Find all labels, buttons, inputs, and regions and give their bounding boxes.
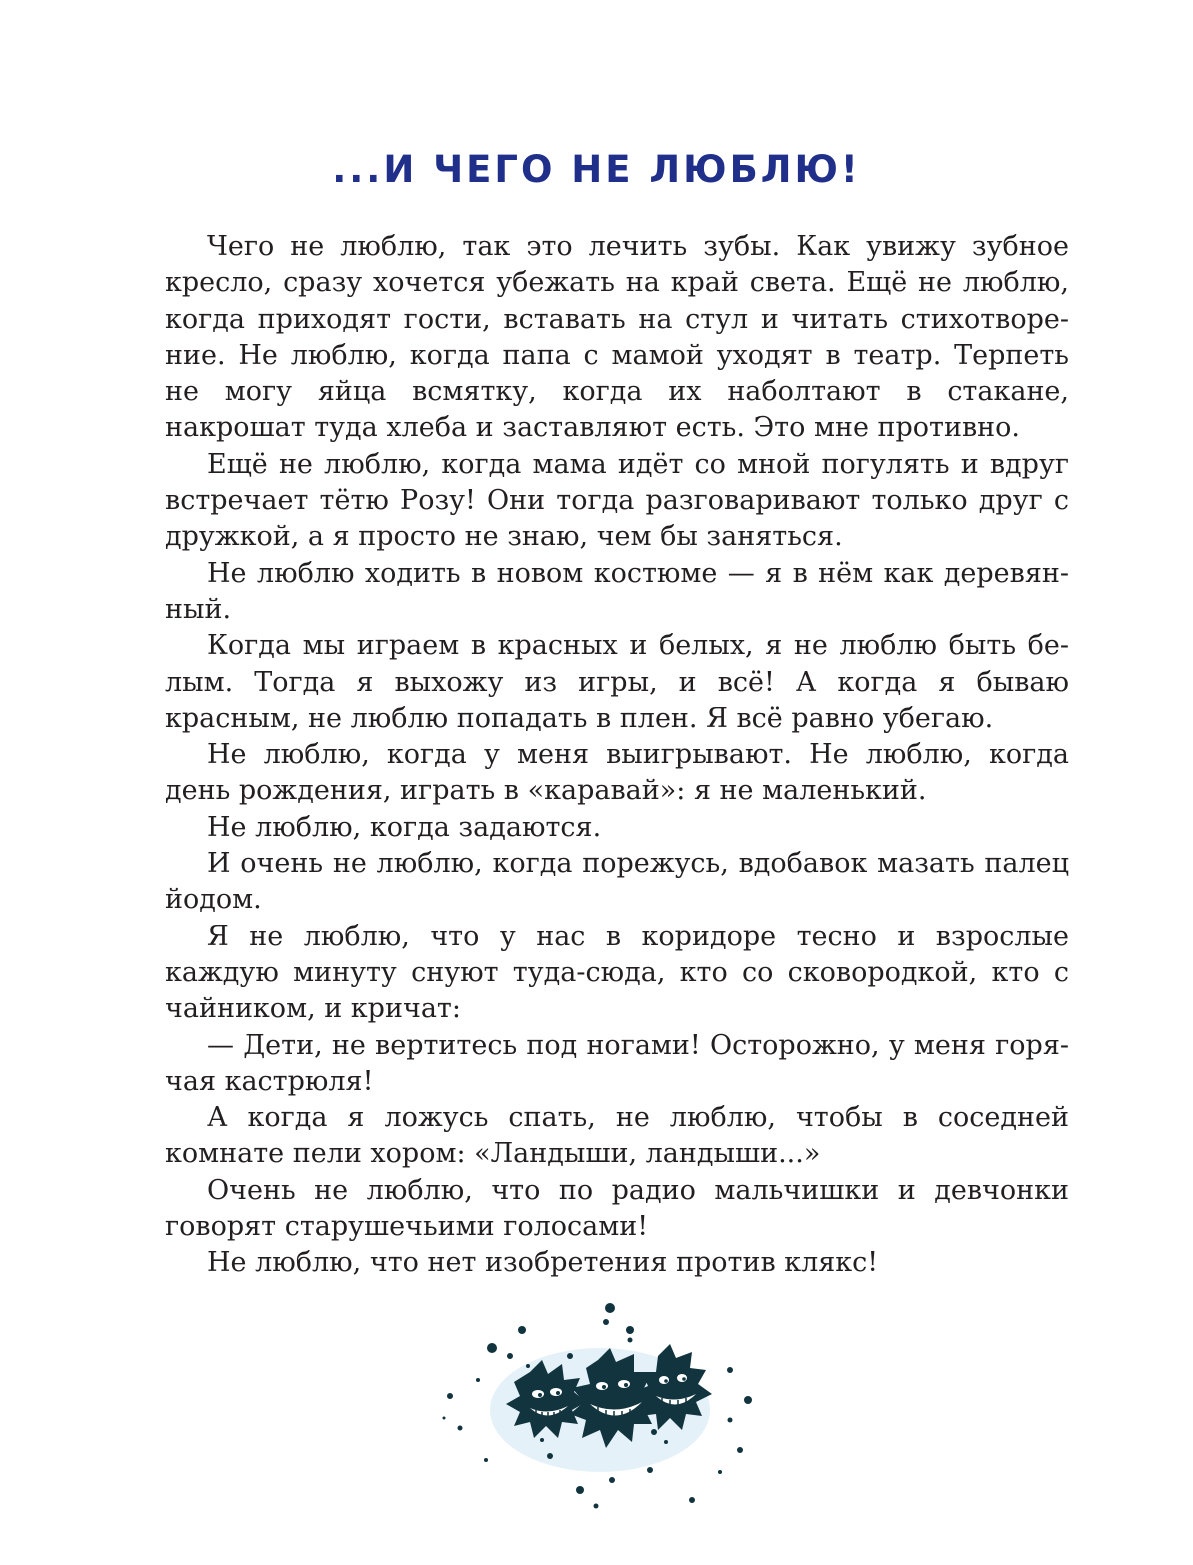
- paragraph: А когда я ложусь спать, не люблю, чтобы в соседней комнате пели хором: «Ландыши, ландыши...»: [165, 1102, 1069, 1170]
- paragraph: Не люблю, когда у меня выигрывают. Не люблю, когда день рождения, играть в «каравай»: я не маленький.: [165, 739, 1069, 807]
- paragraph: Очень не люблю, что по радио мальчишки и девчонки говорят старушечьими голосами!: [165, 1174, 1069, 1243]
- paragraph: Чего не люблю, так это лечить зубы. Как увижу зубное кресло, сразу хочется убежать на край света. Ещё не люблю, когда приходят гости, вставать на стул и читать стихотворение. Не люблю, когда папа с мамой уходят в театр. Терпеть не могу яйца всмятку, когда их наболтают в стакане, накрошат туда хлеба и заставляют есть. Это мне противно.: [165, 231, 1069, 444]
- paragraph: Когда мы играем в красных и белых, я не люблю быть белым. Тогда я выхожу из игры, и всё! А когда я бываю красным, не люблю попадать в плен. Я всё равно убегаю.: [165, 630, 1069, 734]
- ink-blot-monsters-icon: [430, 1300, 770, 1520]
- paragraph: — Дети, не вертитесь под ногами! Осторожно, у меня горячая кастрюля!: [165, 1029, 1069, 1097]
- paragraph: Я не люблю, что у нас в коридоре тесно и взрослые каждую минуту снуют туда-сюда, кто со сковородкой, кто с чайником, и кричат:: [165, 920, 1069, 1025]
- page-title: ...И ЧЕГО НЕ ЛЮБЛЮ!: [332, 148, 861, 191]
- paragraph: Ещё не люблю, когда мама идёт со мной погулять и вдруг встречает тётю Розу! Они тогда разговаривают только друг с дружкой, а я просто не знаю, чем бы заняться.: [165, 448, 1069, 553]
- paragraph: Не люблю ходить в новом костюме — я в нём как деревянный.: [165, 557, 1069, 625]
- body-text: [165, 229, 1069, 1282]
- paragraph: Не люблю, что нет изобретения против клякс!: [207, 1247, 879, 1279]
- paragraph: Не люблю, когда задаются.: [207, 811, 602, 843]
- paragraph: И очень не люблю, когда порежусь, вдобавок мазать палец йодом.: [165, 848, 1069, 916]
- ink-blot-svg: [430, 1300, 770, 1520]
